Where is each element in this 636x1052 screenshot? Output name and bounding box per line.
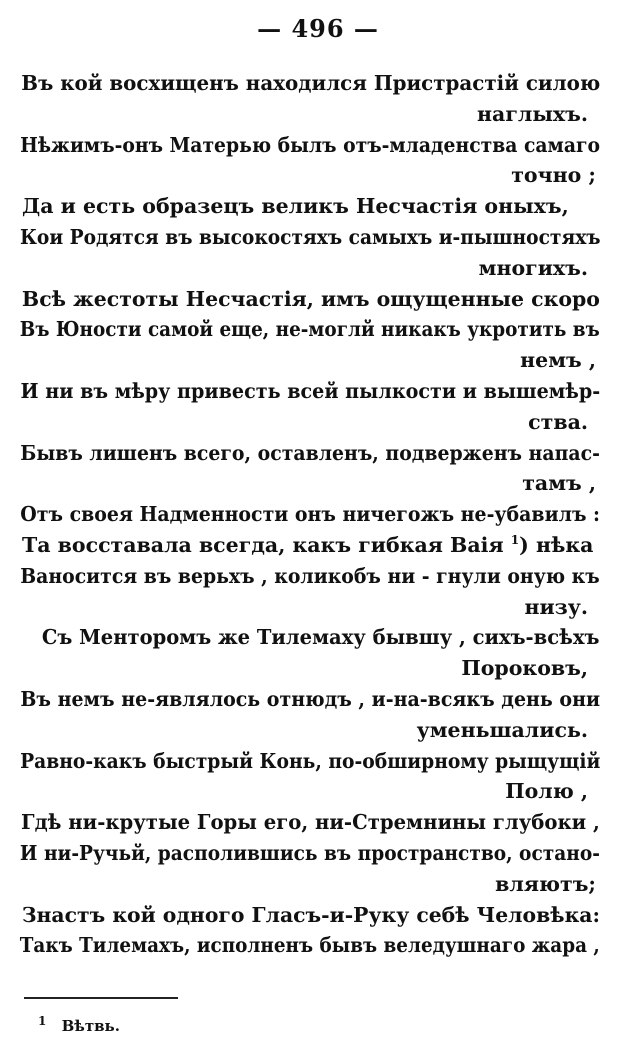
text-line: наглыхъ. — [477, 101, 588, 126]
text-line: Отъ своея Надменности онъ ничегожъ не-убавилъ : — [20, 502, 601, 527]
text-line: Равно-какъ быстрый Конь, по-обширному рыщущій — [20, 748, 601, 773]
text-line: Знастъ кой одного Гласъ-и-Руку себѣ Человѣка: — [21, 902, 600, 927]
footnote-text: Вѣтвь. — [61, 1017, 120, 1035]
footnote — [38, 1014, 120, 1035]
text-line: низу. — [524, 594, 588, 619]
text-line: Бывъ лишенъ всего, оставленъ, подверженъ напас- — [20, 440, 600, 465]
text-line: Да и есть образецъ великъ Несчастія оныхъ, — [22, 194, 569, 219]
text-line: немъ , — [520, 348, 596, 373]
text-line: И ни-Ручьй, располившись въ пространство, остано- — [19, 840, 600, 865]
text-line: Въ немъ не-являлось отнюдъ , и-на-всякъ день они — [20, 686, 601, 711]
footnote-ref: 1 — [510, 532, 520, 547]
text-line: Гдѣ ни-крутые Горы его, ни-Стремнины глубоки , — [21, 810, 600, 835]
text-line: тамъ , — [522, 471, 596, 496]
page-number: — 496 — — [257, 14, 379, 43]
text-line: многихъ. — [478, 255, 588, 280]
text-line: Въ кой восхищенъ находился Пристрастій силою — [21, 71, 601, 95]
text-line: Полю , — [505, 779, 588, 804]
text-line: Въ Юности самой еще, не-моглй никакъ укротить въ — [19, 317, 600, 342]
text-line: Пороковъ, — [461, 656, 588, 681]
footnote-mark: 1 — [38, 1014, 47, 1028]
text-line: Кои Родятся въ высокостяхъ самыхъ и-пышностяхъ — [19, 224, 601, 249]
footnote-separator — [24, 997, 178, 999]
text-line: Съ Менторомъ же Тилемаху бывшу , сихъ-всѣхъ — [41, 625, 600, 650]
text-line: И ни въ мѣру привесть всей пылкости и вышемѣр- — [20, 378, 601, 403]
text-line: Ваносится въ верьхъ , коликобъ ни - гнули оную къ — [20, 563, 600, 588]
verse-text — [0, 68, 636, 961]
text-line: Всѣ жестоты Несчастія, имъ ощущенные скоро — [21, 286, 600, 311]
text-line: вляютъ; — [495, 871, 596, 896]
text-line: Та восставала всегда, какъ гибкая Ваія $^1$) нѣка — [22, 532, 594, 557]
text-line: Нѣжимъ-онъ Матерью былъ отъ-младенства самаго — [20, 132, 601, 157]
text-line: ства. — [528, 409, 588, 434]
text-line: Такъ Тилемахъ, исполненъ бывъ веледушнаго жара , — [19, 933, 600, 958]
text-line: точно ; — [511, 163, 596, 188]
text-line: уменьшались. — [416, 717, 588, 742]
